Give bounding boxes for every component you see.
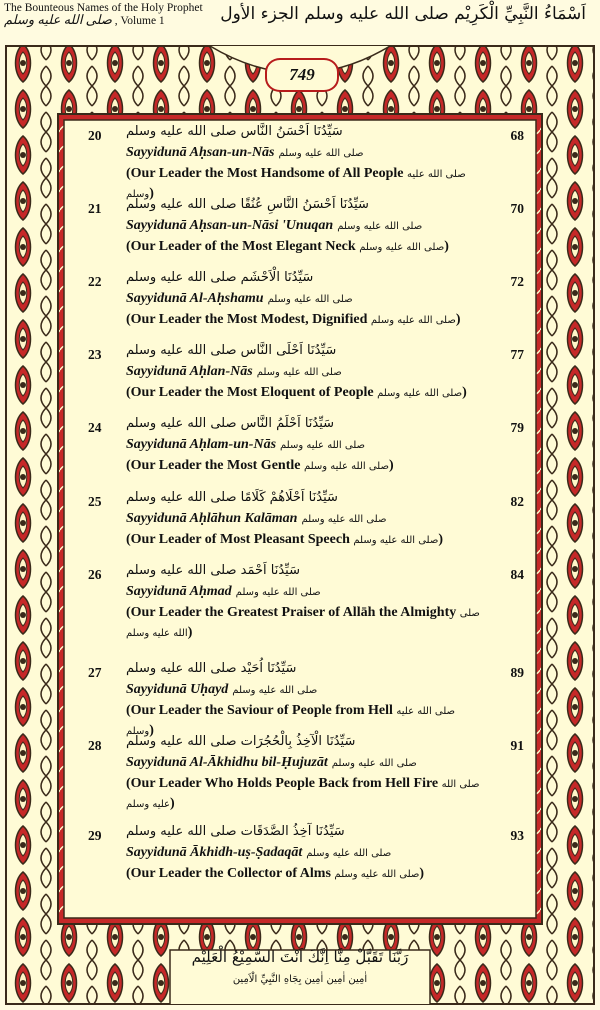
entry-page-ref: 91 (510, 738, 524, 753)
entry-arabic: سَيِّدُنَا اَحْسَنُ النَّاس صلى الله عليه وسلم (126, 124, 343, 139)
entry-page-ref: 72 (510, 274, 524, 289)
closing-paren: ) (438, 532, 444, 547)
entry-number: 21 (88, 201, 102, 216)
meaning-text: (Our Leader the Collector of Alms (126, 866, 331, 881)
honorific: صلى الله عليه وسلم (331, 758, 417, 769)
entry-meaning (126, 774, 486, 814)
entry-meaning (126, 456, 486, 476)
honorific: صلى الله عليه وسلم (126, 779, 480, 810)
entry-meaning (126, 383, 486, 403)
volume-label: , Volume 1 (114, 15, 165, 27)
entry-transliteration (126, 364, 342, 380)
footer-amin: اٰمِين اٰمِين اٰمِين بِجَاهِ النَّبِيِّ الْاَمِين (232, 974, 368, 985)
transliteration-text: Sayyidunā Al-Aḥshamu (126, 291, 264, 306)
honorific: صلى الله عليه وسلم (303, 461, 389, 472)
entry-transliteration (126, 218, 422, 234)
transliteration-text: Sayyidunā Aḥmad (126, 584, 232, 599)
book-title: The Bounteous Names of the Holy Prophet (4, 2, 203, 14)
entry-number: 20 (88, 128, 102, 143)
transliteration-text: Sayyidunā Al-Ākhidhu bil-Ḥujuzāt (126, 755, 328, 770)
meaning-text: (Our Leader the Greatest Praiser of Allāh the Almighty (126, 605, 457, 620)
entry-number: 29 (88, 828, 102, 843)
page-number: 749 (289, 65, 315, 84)
transliteration-text: Sayyidunā Ākhidh-uṣ-Ṣadaqāt (126, 845, 303, 860)
honorific: صلى الله عليه وسلم (337, 221, 423, 232)
transliteration-text: Sayyidunā Aḥlāhun Kalāman (126, 511, 298, 526)
entry-number: 22 (88, 274, 102, 289)
entry-arabic: سَيِّدُنَا آخِذُ الصَّدَقَات صلى الله عليه وسلم (126, 824, 345, 839)
meaning-text: (Our Leader Who Holds People Back from Hell Fire (126, 776, 439, 791)
closing-paren: ) (149, 186, 154, 201)
entry-arabic: سَيِّدُنَا اَحْلَاهُمْ كَلَامًا صلى الله عليه وسلم (126, 490, 338, 505)
closing-paren: ) (149, 723, 154, 738)
closing-paren: ) (444, 239, 449, 254)
entry-arabic: سَيِّدُنَا اُحَيْد صلى الله عليه وسلم (126, 661, 297, 676)
entry-transliteration (126, 511, 386, 527)
honorific: صلى الله عليه وسلم (353, 535, 439, 546)
entry-page-ref: 70 (510, 201, 524, 216)
entry-transliteration (126, 584, 321, 600)
entry-arabic: سَيِّدُنَا اَحْمَد صلى الله عليه وسلم (126, 563, 300, 578)
honorific: صلى الله عليه وسلم (280, 440, 366, 451)
entry-arabic: سَيِّدُنَا الْآخِذُ بِالْحُجُرَات صلى الله عليه وسلم (126, 734, 356, 749)
entry-transliteration (126, 682, 317, 698)
honorific: صلى الله عليه وسلم (301, 514, 387, 525)
entry-number: 27 (88, 665, 102, 680)
honorific: صلى الله عليه وسلم (256, 367, 342, 378)
header-arabic-title: اَسْمَاءُ النَّبِيِّ الْكَرِيْم صلى الله عليه وسلم الجزء الأول (220, 4, 586, 24)
honorific: صلى الله عليه وسلم (126, 706, 456, 737)
meaning-text: (Our Leader the Most Gentle (126, 458, 301, 473)
entry-number: 24 (88, 420, 102, 435)
transliteration-text: Sayyidunā Aḥsan-un-Nāsi 'Unuqan (126, 218, 334, 233)
honorific: صلى الله عليه وسلم (306, 848, 392, 859)
meaning-text: (Our Leader of the Most Elegant Neck (126, 239, 356, 254)
entry-transliteration (126, 755, 417, 771)
entry-page-ref: 79 (510, 420, 524, 435)
entry-arabic: سَيِّدُنَا الْاَحْشَم صلى الله عليه وسلم (126, 270, 314, 285)
entry-meaning (126, 530, 486, 550)
closing-paren: ) (187, 625, 193, 640)
transliteration-text: Sayyidunā Aḥsan-un-Nās (126, 145, 275, 160)
closing-paren: ) (388, 458, 394, 473)
entry-meaning (126, 603, 486, 643)
honorific: صلى الله عليه وسلم (278, 148, 364, 159)
honorific: صلى الله عليه وسلم (267, 294, 353, 305)
meaning-text: (Our Leader of Most Pleasant Speech (126, 532, 350, 547)
entry-transliteration (126, 291, 353, 307)
entry-page-ref: 82 (510, 494, 524, 509)
entry-page-ref: 89 (510, 665, 524, 680)
entry-number: 26 (88, 567, 102, 582)
honorific: صلى الله عليه وسلم (334, 869, 420, 880)
honorific: صلى الله عليه وسلم (235, 587, 321, 598)
meaning-text: (Our Leader the Most Modest, Dignified (126, 312, 368, 327)
honorific: صلى الله عليه وسلم (359, 242, 445, 253)
header-title-block (4, 2, 214, 27)
page-number-badge (265, 58, 339, 92)
calligraphy-honorific: صلى الله عليه وسلم (4, 12, 112, 27)
meaning-text: (Our Leader the Saviour of People from Hell (126, 703, 393, 718)
entry-arabic: سَيِّدُنَا اَحْلَى النَّاس صلى الله عليه وسلم (126, 343, 337, 358)
entry-transliteration (126, 437, 365, 453)
entry-arabic: سَيِّدُنَا اَحْلَمُ النَّاس صلى الله عليه وسلم (126, 416, 335, 431)
entry-page-ref: 77 (510, 347, 524, 362)
meaning-text: (Our Leader the Most Eloquent of People (126, 385, 374, 400)
honorific: صلى الله عليه وسلم (232, 685, 318, 696)
meaning-text: (Our Leader the Most Handsome of All People (126, 166, 404, 181)
entry-page-ref: 84 (510, 567, 524, 582)
entry-transliteration (126, 845, 391, 861)
honorific: صلى الله عليه وسلم (126, 608, 480, 639)
closing-paren: ) (170, 796, 175, 811)
transliteration-text: Sayyidunā Uḥayd (126, 682, 229, 697)
entry-meaning (126, 310, 486, 330)
honorific: صلى الله عليه وسلم (370, 315, 456, 326)
honorific: صلى الله عليه وسلم (377, 388, 463, 399)
entry-meaning (126, 864, 486, 884)
entry-page-ref: 68 (510, 128, 524, 143)
entry-arabic: سَيِّدُنَا اَحْسَنُ النَّاسِ عُنُقًا صلى الله عليه وسلم (126, 197, 369, 212)
footer-dua: رَبَّنَا تَقَبَّلْ مِنَّا اِنَّكَ اَنْتَ السَّمِيْعُ الْعَلِيْم (191, 948, 409, 966)
entry-meaning (126, 237, 486, 257)
closing-paren: ) (419, 866, 425, 881)
transliteration-text: Sayyidunā Aḥlan-Nās (126, 364, 253, 379)
entry-number: 23 (88, 347, 102, 362)
entry-number: 25 (88, 494, 102, 509)
honorific: صلى الله عليه وسلم (126, 169, 466, 200)
entry-transliteration (126, 145, 363, 161)
closing-paren: ) (455, 312, 461, 327)
closing-paren: ) (462, 385, 467, 400)
entry-number: 28 (88, 738, 102, 753)
transliteration-text: Sayyidunā Aḥlam-un-Nās (126, 437, 277, 452)
entry-page-ref: 93 (510, 828, 524, 843)
